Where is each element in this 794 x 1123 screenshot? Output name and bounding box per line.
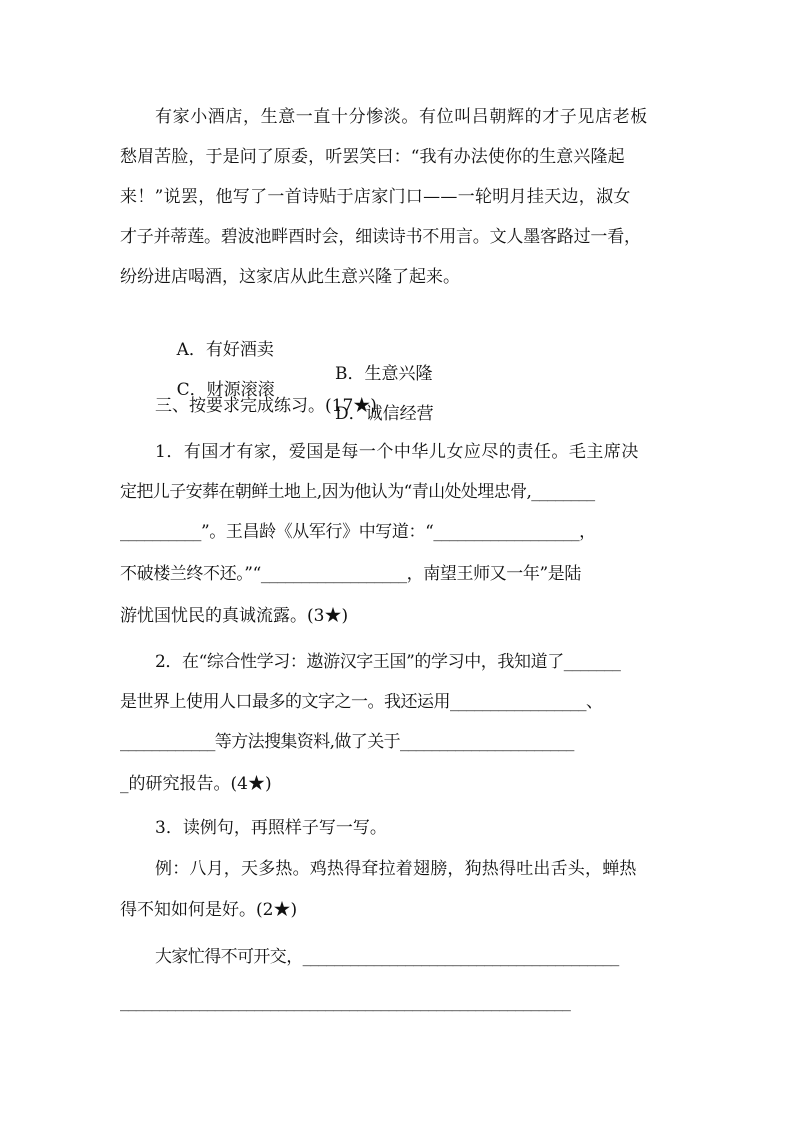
question-3-line xyxy=(155,945,680,969)
question-3-line xyxy=(155,816,680,840)
question-1-text: 不破楼兰终不还。”“__________________，南望王师又一年”是陆 xyxy=(120,564,581,584)
passage-line xyxy=(120,145,680,169)
section-heading-text: 三、按要求完成练习。(17★) xyxy=(155,396,377,416)
question-3-text: _________________________________________________________ xyxy=(120,992,571,1012)
question-2-line xyxy=(120,730,680,754)
question-1-line xyxy=(120,520,680,544)
question-1-line xyxy=(120,604,680,628)
question-3-text: 得不知如何是好。(2★) xyxy=(120,900,298,920)
passage-text: 愁眉苦脸，于是问了原委，听罢笑曰：“我有办法使你的生意兴隆起 xyxy=(120,147,625,167)
passage-line xyxy=(120,265,680,289)
passage-text: 纷纷进店喝酒，这家店从此生意兴隆了起来。 xyxy=(120,267,460,287)
question-1-line xyxy=(155,440,680,464)
question-3-text: 例：八月，天多热。鸡热得耷拉着翅膀，狗热得吐出舌头，蝉热 xyxy=(155,859,637,879)
question-2-text: ____________等方法搜集资料,做了关于______________________ xyxy=(120,732,574,752)
question-1-line xyxy=(120,480,680,504)
question-2-line xyxy=(155,650,680,674)
question-3-line xyxy=(120,898,680,922)
question-2-line xyxy=(120,690,680,714)
passage-line xyxy=(120,225,680,249)
question-2-line xyxy=(120,772,680,796)
question-1-text: 定把儿子安葬在朝鲜土地上,因为他认为“青山处处埋忠骨,________ xyxy=(120,482,595,502)
question-1-line xyxy=(120,562,680,586)
passage-text: 有家小酒店，生意一直十分惨淡。有位叫吕朝辉的才子见店老板 xyxy=(155,107,648,127)
question-1-text: __________”。王昌龄《从军行》中写道：“__________________， xyxy=(120,522,596,542)
question-3-text: 3．读例句，再照样子写一写。 xyxy=(155,818,387,838)
question-2-text: _的研究报告。(4★) xyxy=(120,774,272,794)
option-a: A．有好酒卖 xyxy=(176,340,274,360)
option-c: C．财源滚滚 xyxy=(176,380,275,400)
question-2-text: 2．在“综合性学习：遨游汉字王国”的学习中，我知道了_______ xyxy=(155,652,621,672)
passage-line xyxy=(120,185,680,209)
question-3-line xyxy=(155,857,680,881)
question-3-text: 大家忙得不可开交，________________________________________ xyxy=(155,947,619,967)
question-1-text: 1．有国才有家，爱国是每一个中华儿女应尽的责任。毛主席决 xyxy=(155,442,639,462)
passage-line xyxy=(155,105,680,129)
option-b: B．生意兴隆 xyxy=(335,364,433,384)
answer-blank-line xyxy=(120,990,680,1014)
option-d: D．诚信经营 xyxy=(335,404,434,424)
passage-text: 来！”说罢，他写了一首诗贴于店家门口——一轮明月挂天边，淑女 xyxy=(120,187,631,207)
question-1-text: 游忧国忧民的真诚流露。(3★) xyxy=(120,606,349,626)
passage-text: 才子并蒂莲。碧波池畔酉时会，细读诗书不用言。文人墨客路过一看， xyxy=(120,227,641,247)
question-2-text: 是世界上使用人口最多的文字之一。我还运用_________________、 xyxy=(120,692,603,712)
section-heading xyxy=(155,394,680,418)
